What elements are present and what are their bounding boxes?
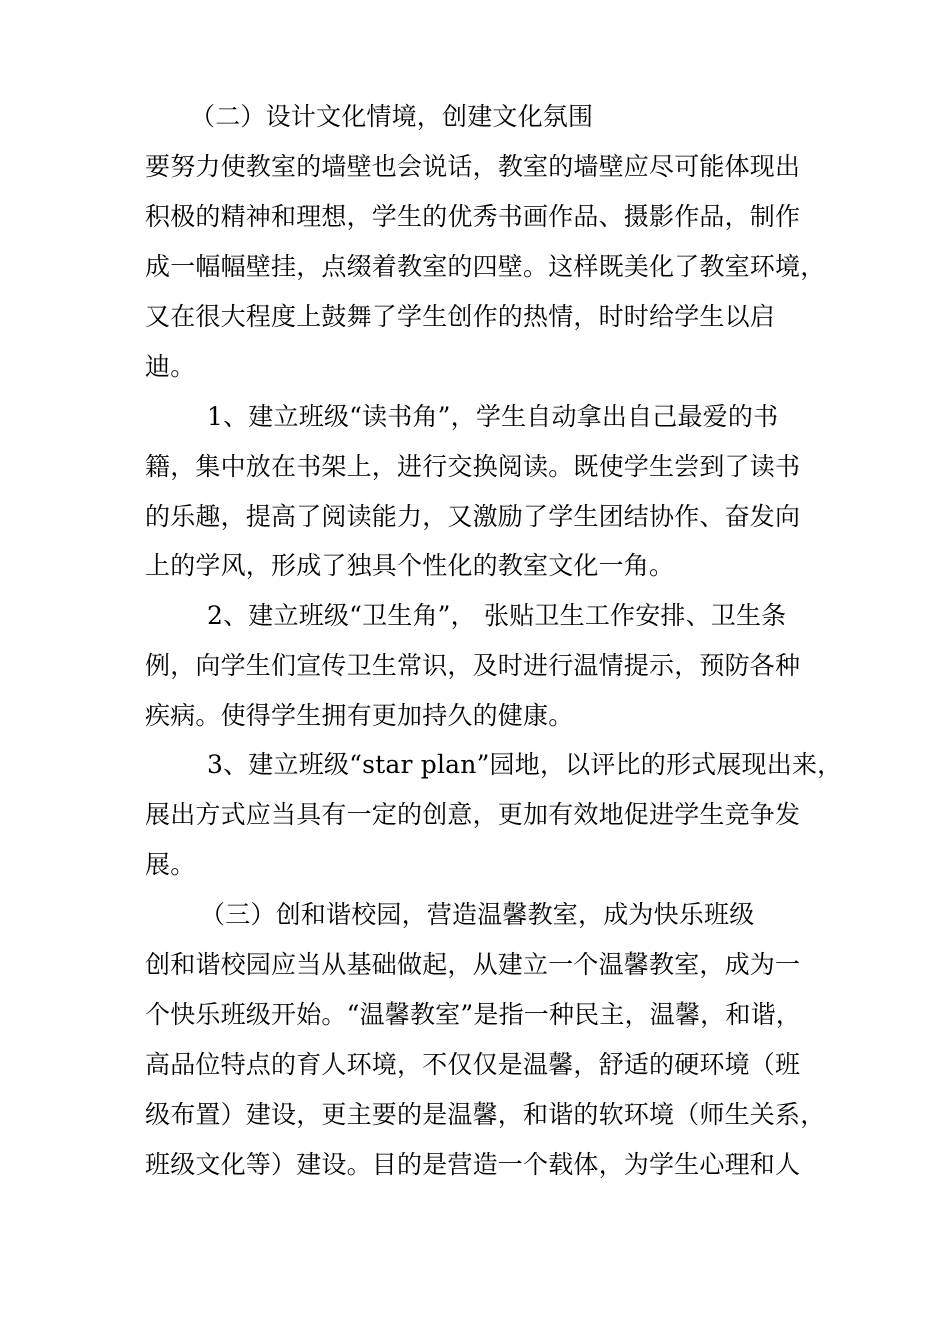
paragraph-line: 个快乐班级开始。“温馨教室”是指一种民主，温馨，和谐， [145, 1000, 801, 1029]
paragraph-line: 积极的精神和理想，学生的优秀书画作品、摄影作品，制作 [145, 202, 801, 231]
list-item-line: 疾病。使得学生拥有更加持久的健康。 [145, 701, 574, 730]
list-item-line: 籍，集中放在书架上，进行交换阅读。既使学生尝到了读书 [145, 452, 801, 481]
paragraph-line: 又在很大程度上鼓舞了学生创作的热情，时时给学生以启 [145, 302, 776, 331]
section-heading: （二）设计文化情境，创建文化氛围 [190, 102, 594, 131]
paragraph-line: 级布置）建设，更主要的是温馨，和谐的软环境（师生关系， [145, 1100, 826, 1129]
paragraph-line: 成一幅幅壁挂，点缀着教室的四壁。这样既美化了教室环境， [145, 252, 826, 281]
list-item-line: 展出方式应当具有一定的创意，更加有效地促进学生竞争发 [145, 800, 801, 829]
paragraph-line: 要努力使教室的墙壁也会说话，教室的墙壁应尽可能体现出 [145, 152, 801, 181]
paragraph-line: 创和谐校园应当从基础做起，从建立一个温馨教室，成为一 [145, 950, 801, 979]
list-item-line: 上的学风，形成了独具个性化的教室文化一角。 [145, 551, 675, 580]
list-item-line: 展。 [145, 850, 196, 879]
paragraph-line: 迪。 [145, 352, 196, 381]
list-item-line: 3、建立班级“star plan”园地，以评比的形式展现出来， [207, 750, 843, 779]
paragraph-line: 班级文化等）建设。目的是营造一个载体，为学生心理和人 [145, 1150, 801, 1179]
list-item-line: 的乐趣，提高了阅读能力，又激励了学生团结协作、奋发向 [145, 502, 801, 531]
list-item-line: 1、建立班级“读书角”，学生自动拿出自己最爱的书 [207, 402, 779, 431]
list-item-line: 例，向学生们宣传卫生常识，及时进行温情提示，预防各种 [145, 651, 801, 680]
section-heading: （三）创和谐校园，营造温馨教室，成为快乐班级 [200, 900, 755, 929]
list-item-line: 2、建立班级“卫生角”， 张贴卫生工作安排、卫生条 [207, 601, 787, 630]
paragraph-line: 高品位特点的育人环境，不仅仅是温馨，舒适的硬环境（班 [145, 1050, 801, 1079]
